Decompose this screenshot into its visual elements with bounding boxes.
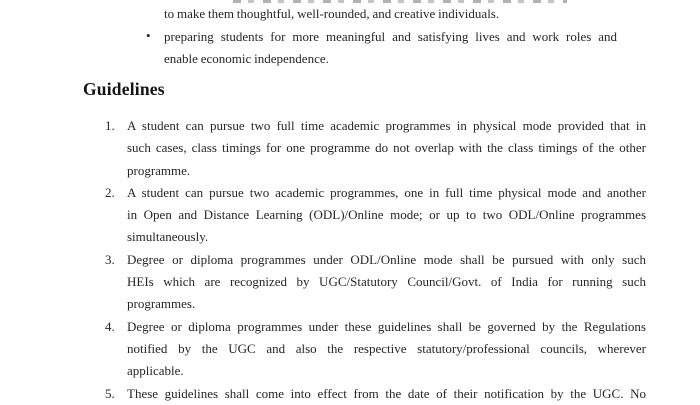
list-item-4 [105, 316, 646, 383]
item-line: notified by the UGC and also the respective statutory/professional councils, wherever [127, 340, 646, 356]
guidelines-list [105, 115, 646, 405]
item-line: programmes. [127, 296, 196, 312]
item-number: 4. [105, 318, 115, 334]
page-heading: Guidelines [83, 79, 165, 99]
item-line: Degree or diploma programmes under ODL/Online mode shall be pursued with only such [127, 251, 646, 267]
intro-section [146, 3, 617, 71]
item-line: A student can pursue two full time academic programmes in physical mode provided that in [127, 118, 646, 133]
item-number: 2. [105, 184, 115, 200]
item-number: 3. [105, 251, 115, 267]
list-item-2 [105, 182, 646, 249]
bullet-item [146, 26, 617, 71]
bullet-line: preparing students for more meaningful and satisfying lives and work roles and [164, 28, 617, 44]
item-line: These guidelines shall come into effect from the date of their notification by the UGC. No [127, 385, 646, 401]
item-line: simultaneously. [127, 229, 209, 245]
item-line: applicable. [127, 363, 184, 379]
item-number: 5. [105, 385, 115, 401]
item-line: HEIs which are recognized by UGC/Statutory Council/Govt. of India for running such [127, 274, 646, 290]
item-line: A student can pursue two academic programmes, one in full time physical mode and another [127, 184, 646, 200]
item-line: Degree or diploma programmes under these guidelines shall be governed by the Regulations [127, 318, 646, 334]
item-line: in Open and Distance Learning (ODL)/Online mode; or up to two ODL/Online programmes [127, 207, 646, 223]
bullet-line: enable economic independence. [164, 51, 329, 67]
item-number: 1. [105, 118, 115, 133]
list-item-3 [105, 249, 646, 316]
intro-continuation-line: to make them thoughtful, well-rounded, and creative individuals. [164, 6, 500, 21]
list-item-5 [105, 383, 646, 405]
bullet-icon: • [146, 27, 151, 43]
item-line: programme. [127, 162, 191, 178]
item-line: such cases, class timings for one programme do not overlap with the class timings of the other [127, 140, 646, 156]
list-item-1 [105, 115, 646, 182]
